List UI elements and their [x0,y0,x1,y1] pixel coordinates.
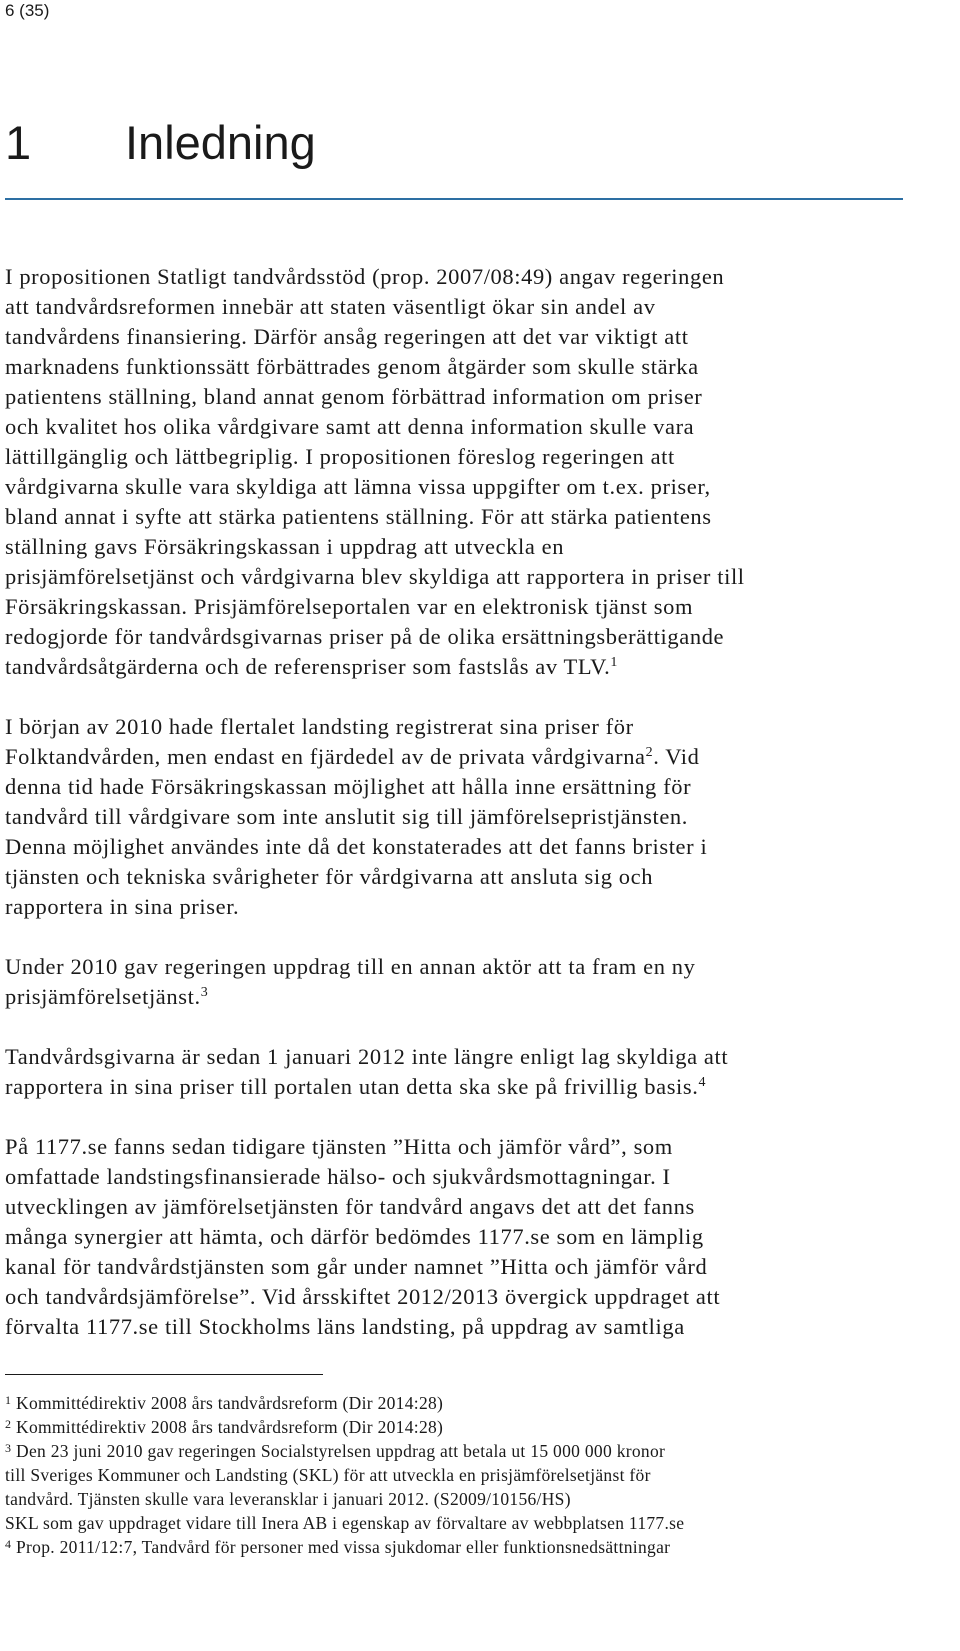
text-line-content: prisjämförelsetjänst. [5,984,201,1009]
text-line: rapportera in sina priser. [5,894,240,919]
text-line: och tandvårdsjämförelse”. Vid årsskiftet 2012/2013 övergick uppdraget att [5,1284,721,1309]
text-line [5,1072,905,1102]
page-number: 6 (35) [5,1,50,20]
footnote-separator [5,1374,323,1375]
chapter-heading [5,113,316,173]
text-line: redogjorde för tandvårdsgivarnas priser på de olika ersättningsberättigande [5,624,725,649]
text-line: tandvård till vårdgivare som inte anslutit sig till jämförelsepristjänsten. [5,804,688,829]
paragraph-2 [5,712,905,922]
text-line-content: Folktandvården, men endast en fjärdedel av de privata vårdgivarna [5,744,646,769]
footnote-number: 1 [5,1393,12,1407]
footnote-3-line: SKL som gav uppdraget vidare till Inera AB i egenskap av förvaltare av webbplatsen 1177.se [5,1513,685,1533]
text-line: På 1177.se fanns sedan tidigare tjänsten ”Hitta och jämför vård”, som [5,1134,673,1159]
text-line: I början av 2010 hade flertalet landsting registrerat sina priser för [5,714,634,739]
text-line-content: tandvårdsåtgärderna och de referenspriser som fastslås av TLV. [5,654,611,679]
footnotes [5,1391,945,1559]
footnote-ref: 1 [610,655,618,670]
text-line: prisjämförelsetjänst och vårdgivarna blev skyldiga att rapportera in priser till [5,564,745,589]
text-line: Tandvårdsgivarna är sedan 1 januari 2012 inte längre enligt lag skyldiga att [5,1044,729,1069]
footnote-ref: 3 [200,985,209,1000]
footnote-2 [5,1415,945,1439]
footnote-text: Prop. 2011/12:7, Tandvård för personer med vissa sjukdomar eller funktionsnedsättningar [16,1537,671,1557]
footnote-1 [5,1391,945,1415]
text-line: att tandvårdsreformen innebär att staten väsentligt ökar sin andel av [5,294,656,319]
paragraph-5 [5,1132,905,1342]
body-text [5,262,905,1372]
text-line: bland annat i syfte att stärka patientens ställning. För att stärka patientens [5,504,712,529]
text-line: ställning gavs Försäkringskassan i uppdrag att utveckla en [5,534,565,559]
footnote-number: 4 [5,1537,12,1551]
text-line: I propositionen Statligt tandvårdsstöd (prop. 2007/08:49) angav regeringen [5,264,725,289]
paragraph-1 [5,262,905,682]
chapter-title: Inledning [125,116,316,169]
text-line: marknadens funktionssätt förbättrades genom åtgärder som skulle stärka [5,354,699,379]
text-line [5,982,905,1012]
footnote-4 [5,1535,945,1559]
footnote-number: 3 [5,1441,12,1455]
text-line: tjänsten och tekniska svårigheter för vårdgivarna att ansluta sig och [5,864,654,889]
text-line: många synergier att hämta, och därför bedömdes 1177.se som en lämplig [5,1224,704,1249]
footnote-number: 2 [5,1417,12,1431]
chapter-number: 1 [5,116,32,169]
text-line [5,742,905,772]
text-line: denna tid hade Försäkringskassan möjlighet att hålla inne ersättning för [5,774,692,799]
footnote-3 [5,1439,945,1463]
text-line [5,652,905,682]
text-line: Försäkringskassan. Prisjämförelseportalen var en elektronisk tjänst som [5,594,694,619]
text-line: lättillgänglig och lättbegriplig. I propositionen föreslog regeringen att [5,444,675,469]
text-line: Denna möjlighet användes inte då det konstaterades att det fanns brister i [5,834,708,859]
footnote-3-line: tandvård. Tjänsten skulle vara leveransklar i januari 2012. (S2009/10156/HS) [5,1489,571,1509]
text-line: tandvårdens finansiering. Därför ansåg regeringen att det var viktigt att [5,324,689,349]
footnote-ref: 4 [698,1075,707,1090]
footnote-text: Kommittédirektiv 2008 års tandvårdsreform (Dir 2014:28) [16,1393,444,1413]
paragraph-4 [5,1042,905,1102]
text-line: kanal för tandvårdstjänsten som går under namnet ”Hitta och jämför vård [5,1254,708,1279]
footnote-text: Den 23 juni 2010 gav regeringen Socialstyrelsen uppdrag att betala ut 15 000 000 kronor [16,1441,666,1461]
text-line: förvalta 1177.se till Stockholms läns landsting, på uppdrag av samtliga [5,1314,685,1339]
text-line: omfattade landstingsfinansierade hälso- och sjukvårdsmottagningar. I [5,1164,671,1189]
footnote-ref: 2 [645,745,654,760]
text-line: Under 2010 gav regeringen uppdrag till en annan aktör att ta fram en ny [5,954,696,979]
footnote-3-line: till Sveriges Kommuner och Landsting (SKL) för att utveckla en prisjämförelsetjänst för [5,1465,651,1485]
text-line: patientens ställning, bland annat genom förbättrad information om priser [5,384,703,409]
footnote-text: Kommittédirektiv 2008 års tandvårdsreform (Dir 2014:28) [16,1417,444,1437]
text-line-content: . Vid [653,744,700,769]
text-line: och kvalitet hos olika vårdgivare samt att denna information skulle vara [5,414,695,439]
heading-rule [5,198,903,200]
paragraph-3 [5,952,905,1012]
text-line: utvecklingen av jämförelsetjänsten för tandvård angavs det att det fanns [5,1194,695,1219]
text-line: vårdgivarna skulle vara skyldiga att lämna vissa uppgifter om t.ex. priser, [5,474,711,499]
text-line-content: rapportera in sina priser till portalen utan detta ska ske på frivillig basis. [5,1074,699,1099]
